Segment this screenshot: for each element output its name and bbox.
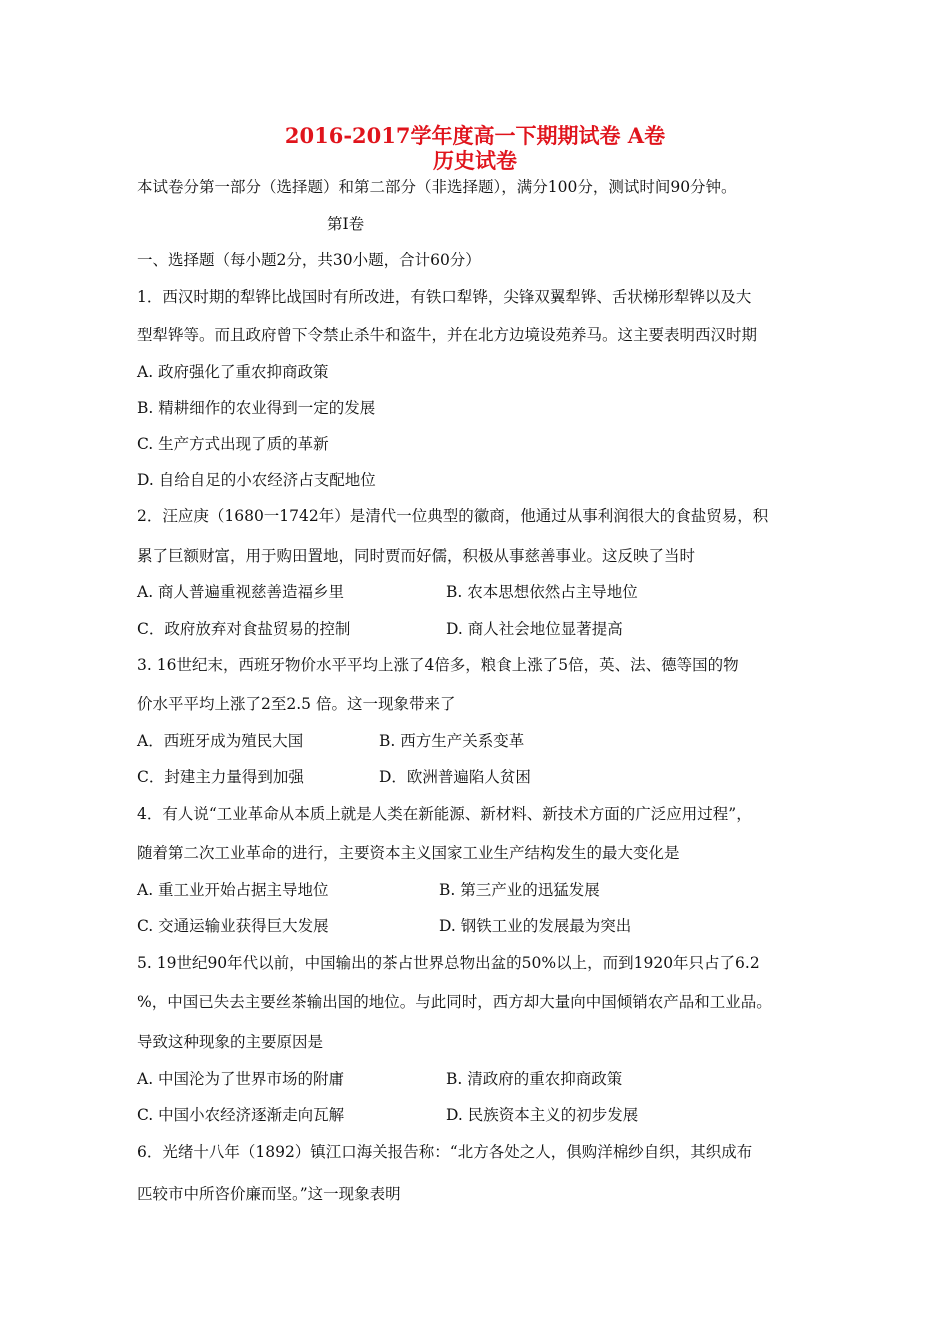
option-d: D. 商人社会地位显著提高 (446, 620, 623, 638)
option-c: C. 生产方式出现了质的革新 (137, 435, 329, 453)
question-stem-line: 价水平平均上涨了2至2.5 倍。这一现象带来了 (137, 695, 456, 713)
exam-subject-title: 历史试卷 (433, 148, 517, 173)
question-stem-line: %，中国已失去主要丝茶输出国的地位。与此同时，西方却大量向中国倾销农产品和工业品。 (137, 993, 772, 1011)
section-label: 第I卷 (327, 215, 365, 233)
question-stem-line: 随着第二次工业革命的进行，主要资本主义国家工业生产结构发生的最大变化是 (137, 844, 680, 862)
option-c: C．政府放弃对食盐贸易的控制 (137, 620, 351, 638)
question-stem-line: 2．汪应庚（1680一1742年）是清代一位典型的徽商，他通过从事利润很大的食盐贸易，积 (137, 507, 769, 525)
question-stem-line: 4．有人说“工业革命从本质上就是人类在新能源、新材料、新技术方面的广泛应用过程”， (137, 805, 752, 823)
option-a: A. 中国沦为了世界市场的附庸 (137, 1070, 345, 1088)
option-c: C. 交通运输业获得巨大发展 (137, 917, 329, 935)
option-a: A. 政府强化了重农抑商政策 (137, 363, 329, 381)
question-stem-line: 导致这种现象的主要原因是 (137, 1033, 324, 1051)
option-d: D. 自给自足的小农经济占支配地位 (137, 471, 376, 489)
option-a: A. 重工业开始占据主导地位 (137, 881, 329, 899)
question-stem-line: 1．西汉时期的犁铧比战国时有所改进，有铁口犁铧，尖锋双翼犁铧、舌状梯形犁铧以及大 (137, 288, 752, 306)
exam-intro: 本试卷分第一部分（选择题）和第二部分（非选择题），满分100分，测试时间90分钟。 (137, 178, 737, 196)
option-c: C．封建主力量得到加强 (137, 768, 304, 786)
question-stem-line: 型犁铧等。而且政府曾下令禁止杀牛和盗牛，并在北方边境设苑养马。这主要表明西汉时期 (137, 326, 758, 344)
exam-title: 2016-2017学年度高一下期期试卷 A卷 (284, 123, 666, 148)
option-c: C. 中国小农经济逐渐走向瓦解 (137, 1106, 345, 1124)
option-b: B. 西方生产关系变革 (379, 732, 525, 750)
question-stem-line: 匹较市中所咨价廉而坚。”这一现象表明 (137, 1185, 401, 1203)
option-b: B. 农本思想依然占主导地位 (446, 583, 638, 601)
option-d: D．欧洲普遍陷人贫困 (379, 768, 531, 786)
option-d: D. 钢铁工业的发展最为突出 (439, 917, 632, 935)
question-stem-line: 累了巨额财富，用于购田置地，同时贾而好儒，积极从事慈善事业。这反映了当时 (137, 547, 696, 565)
option-b: B. 第三产业的迅猛发展 (439, 881, 600, 899)
part-heading: 一、选择题（每小题2分，共30小题，合计60分） (137, 251, 481, 269)
question-stem-line: 5. 19世纪90年代以前，中国输出的茶占世界总物出盆的50%以上，而到1920年只占了6.2 (137, 954, 760, 972)
option-b: B. 精耕细作的农业得到一定的发展 (137, 399, 376, 417)
option-b: B. 清政府的重农抑商政策 (446, 1070, 623, 1088)
option-d: D. 民族资本主义的初步发展 (446, 1106, 639, 1124)
option-a: A. 商人普遍重视慈善造福乡里 (137, 583, 345, 601)
question-stem-line: 3. 16世纪末，西班牙物价水平平均上涨了4倍多，粮食上涨了5倍，英、法、德等国的物 (137, 656, 739, 674)
option-a: A．西班牙成为殖民大国 (137, 732, 304, 750)
question-stem-line: 6．光绪十八年（1892）镇江口海关报告称：“北方各处之人，俱购洋棉纱自织，其织成布 (137, 1143, 753, 1161)
